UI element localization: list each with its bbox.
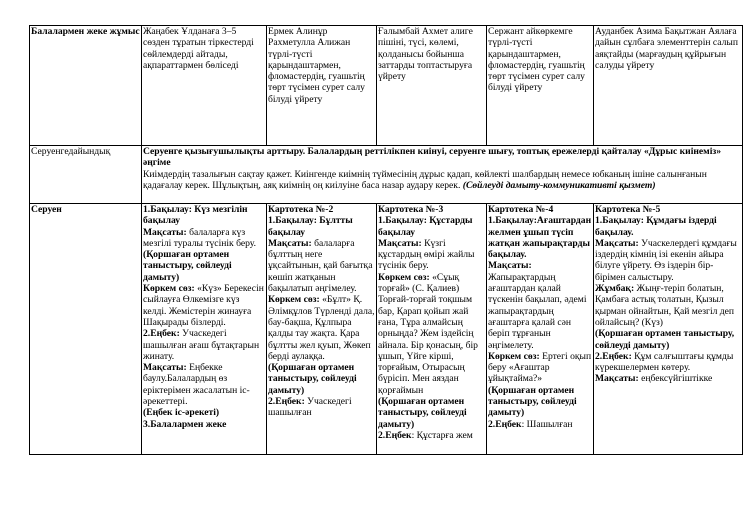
row3-c5-h0-text: Картотека №-5 bbox=[595, 204, 661, 215]
row3-c1-activity-text: (Еңбек іс-әрекеті) bbox=[143, 407, 220, 419]
row3-c1-goal2-text: Еңбекке баулу.Балалардың өз еріктерімен жасалатын іс-әрекеттері. bbox=[143, 362, 250, 408]
row1-c3-text: Ғалымбай Ахмет алиге пішіні, түсі, көлемі, қолданысы бойынша заттарды топтастыруға үйрету bbox=[378, 26, 473, 83]
row3-c2-word-label-text: Көркем сөз: bbox=[268, 294, 320, 306]
row3-c3-work-text: : Құстарға жем bbox=[411, 429, 473, 441]
row3-c1-work-label-text: 2.Еңбек: bbox=[143, 328, 180, 340]
row3-c2-word-text: «Бұлт» Қ. Әлімқұлов Түрленді дала, бау-бақша, Құлпыра қалды тау жақта. Қара бұлтты жел қуып, Жөкеп берді аулаққа. bbox=[268, 294, 375, 362]
row3-c2-h0-text: Картотека №-2 bbox=[268, 204, 334, 215]
row3-c5-goal-label-text: Мақсаты: bbox=[595, 237, 639, 249]
row3-c3-goal-label-text: Мақсаты: bbox=[378, 237, 422, 249]
row3-c1-work-text: Учаскедегі шашылған ағаш бұтақтарын жинату. bbox=[143, 328, 260, 362]
row3-c1-goal-text: балаларға күз мезгілі туралы түсінік беру. bbox=[143, 226, 257, 249]
row1-c1-text: Жаңабек Ұлданаға 3–5 сөзден тұратын тіркестерді сөйлемдерді айтады, ақпараттармен бөлiседi bbox=[143, 26, 254, 71]
walk-cell-1 bbox=[142, 204, 267, 455]
row3-c4-env-text: (Қоршаған ортамен таныстыру, сөйлеуді дамыту) bbox=[488, 384, 577, 419]
row3-c5-riddle-label-text: Жұмбақ: bbox=[595, 283, 635, 295]
row3-c1-env-text: (Қоршаған ортамен таныстыру, сөйлеуді дамыту) bbox=[143, 249, 232, 283]
walk-cell-4 bbox=[487, 204, 594, 455]
table-row-walk-prep bbox=[30, 146, 743, 204]
row3-c5-env-text: (Қоршаған ортамен таныстыру, сөйлеуді дамыту) bbox=[595, 328, 735, 351]
row3-c3-h0-text: Картотека №-3 bbox=[378, 204, 444, 215]
row3-c3-word-label-text: Көркем сөз: bbox=[378, 271, 430, 283]
walk-cell-2 bbox=[267, 204, 377, 455]
row3-c3-work-label-text: 2.Еңбек bbox=[378, 429, 412, 441]
row3-c3-h1-text: 1.Бақылау: Құстарды бақылау bbox=[378, 215, 473, 238]
individual-cell-5 bbox=[594, 26, 743, 146]
walk-cell-3 bbox=[377, 204, 487, 455]
row3-c1-goal-label-text: Мақсаты: bbox=[143, 226, 187, 238]
row3-c5-work-text: Құм салғыштағы құмды күрекшелермен көтеру. bbox=[595, 350, 734, 374]
walk-prep-cell bbox=[142, 146, 743, 204]
row3-c5-goal-text: Учаскелердегі құмдағы іздердің кімнің ізі екенін айыра білуге үйрету. Өз іздерін бір-бірімен салыстыру. bbox=[595, 237, 737, 283]
row3-c5-goal2-text: еңбексүйгіштікке bbox=[638, 373, 713, 385]
individual-cell-1 bbox=[142, 26, 267, 146]
row1-label-text: Балалармен жеке жұмыс bbox=[31, 26, 140, 37]
walk-prep-text: Киімдердің тазалығын сақтау қажет. Киінгенде киімнің түймесінің дұрыс қадап, көйлекті шалбардың немесе юбканың ішіне салынғанын қадағалау керек. Шұлықтың, аяқ киімнің оң киілуіне баса назар аударy керек. bbox=[143, 168, 707, 191]
row3-c2-h1-text: 1.Бақылау: Бұлтты бақылау bbox=[268, 215, 353, 238]
row-label-individual-work bbox=[30, 26, 142, 146]
table-row-walk bbox=[30, 204, 743, 455]
walk-prep-bold-text: Серуенге қызығушылықты арттыру. Балалардың реттілікпен киінуі, серуенге шығу, топтық ережелерді қайталау «Дұрыс киінеміз» әңгіме bbox=[143, 146, 722, 169]
row1-c2-text: Ермек Алинұр Рахметулла Алижан түрлі-түсті қарындаштармен, фломастердің, гуашьтің төрт түсімен сурет салу білуді үйрету bbox=[268, 26, 365, 105]
walk-prep-tail: (Сөйлеудi дамыту-коммуникативтi қызмет) bbox=[462, 179, 656, 191]
row3-c1-word-text: «Күз» Берекесін сыйлауға Өлкемізге күз келді. Жемістерін жинауға Шақырады бізлерді. bbox=[143, 283, 264, 328]
row3-c4-word-text: Ертегі оқып беру «Ағаштар ұйықтайма?» bbox=[488, 350, 592, 385]
row3-c2-goal-label-text: Мақсаты: bbox=[268, 237, 312, 249]
row3-c5-riddle-text: Жыңғ-теріп болатын, Қамбаға астық толатын, Қызыл қырман ойнайтын, Қай мезгіл деп ойлайсың? (Күз) bbox=[595, 283, 735, 328]
row3-c4-h1-text: 1.Бақылау:Ағаштардан желмен ұшып түсіп жатқан жапырақтарды бақылау. bbox=[488, 215, 592, 261]
row3-c2-work-text: Учаскедегі шашылған bbox=[268, 396, 352, 419]
row3-c5-h1-text: 1.Бақылау: Құмдағы іздерді бақылау. bbox=[595, 215, 717, 238]
daily-plan-table bbox=[29, 25, 743, 455]
row3-c4-word-label-text: Көркем сөз: bbox=[488, 350, 540, 362]
row3-c5-work-label-text: 2.Еңбек: bbox=[595, 350, 632, 362]
row3-c2-goal-text: балаларға бұлттың неге ұқсайтынын, қай бағытқа көшіп жатқанын бақылатып әңгімелеу. bbox=[268, 237, 373, 295]
row-label-walk bbox=[30, 204, 142, 455]
row3-c4-work-text: : Шашылған bbox=[521, 418, 573, 430]
row3-c4-goal-label-text: Мақсаты: bbox=[488, 260, 532, 272]
row3-c1-h3-text: 3.Балалармен жеке bbox=[143, 418, 227, 430]
row3-c5-goal2-label-text: Мақсаты: bbox=[595, 373, 639, 385]
row3-c4-h0-text: Картотека №-4 bbox=[488, 204, 554, 215]
walk-cell-5 bbox=[594, 204, 743, 455]
row3-label-text: Серуен bbox=[31, 204, 62, 215]
individual-cell-4 bbox=[487, 26, 594, 146]
row1-c5-text: Ауданбек Азима Бақытжан Аялаға дайын сұлбаға элементтерін салып аяқтайды (марғаудың құйрығын салуды үйрету bbox=[595, 26, 739, 71]
row3-c4-goal-text: Жапырақтардың ағаштардан қалай түскенін бақылап, әдемі жапырақтардың ағаштарға қалай сән беріп тұрғанын әңгімелету. bbox=[488, 271, 587, 351]
row3-c2-work-label-text: 2.Еңбек: bbox=[268, 396, 305, 408]
individual-cell-2 bbox=[267, 26, 377, 146]
row2-label-text: Серуенгедайындық bbox=[31, 146, 111, 157]
row3-c1-h1-text: 1.Бақылау: Күз мезгілін бақылау bbox=[143, 204, 248, 227]
row-label-walk-prep bbox=[30, 146, 142, 204]
row3-c1-goal2-label-text: Мақсаты: bbox=[143, 362, 187, 374]
individual-cell-3 bbox=[377, 26, 487, 146]
row3-c1-word-label-text: Көркем сөз: bbox=[143, 283, 195, 295]
table-row-individual-work bbox=[30, 26, 743, 146]
row3-c3-word-text: «Сұық торғай» (С. Қалиев) Торғай-торғай тоқшым бар, Қарап қойып жай ғана, Тұра алмайсың орныңда? Жем іздейсің айнала. Бір қонасың, бір ұшып, Үйге кірші, торғайым, Отырасың бүрісіп. Мен аяздан қорғаймын bbox=[378, 271, 478, 396]
row3-c3-env-text: (Қоршаған ортамен таныстыру, сөйлеуді дамыту) bbox=[378, 396, 467, 430]
row1-c4-text: Сержант айкөркемге түрлі-түсті қарындаштармен, фломастердің, гуашьтің төрт түсімен сурет салу білуді үйрету bbox=[488, 26, 585, 94]
row3-c4-work-label-text: 2.Еңбек bbox=[488, 418, 522, 430]
row3-c3-goal-text: Күзгі құстардың өмірі жайлы түсінік беру. bbox=[378, 237, 475, 272]
row3-c2-env-text: (Қоршаған ортамен таныстыру, сөйлеуді дамыту) bbox=[268, 362, 357, 396]
